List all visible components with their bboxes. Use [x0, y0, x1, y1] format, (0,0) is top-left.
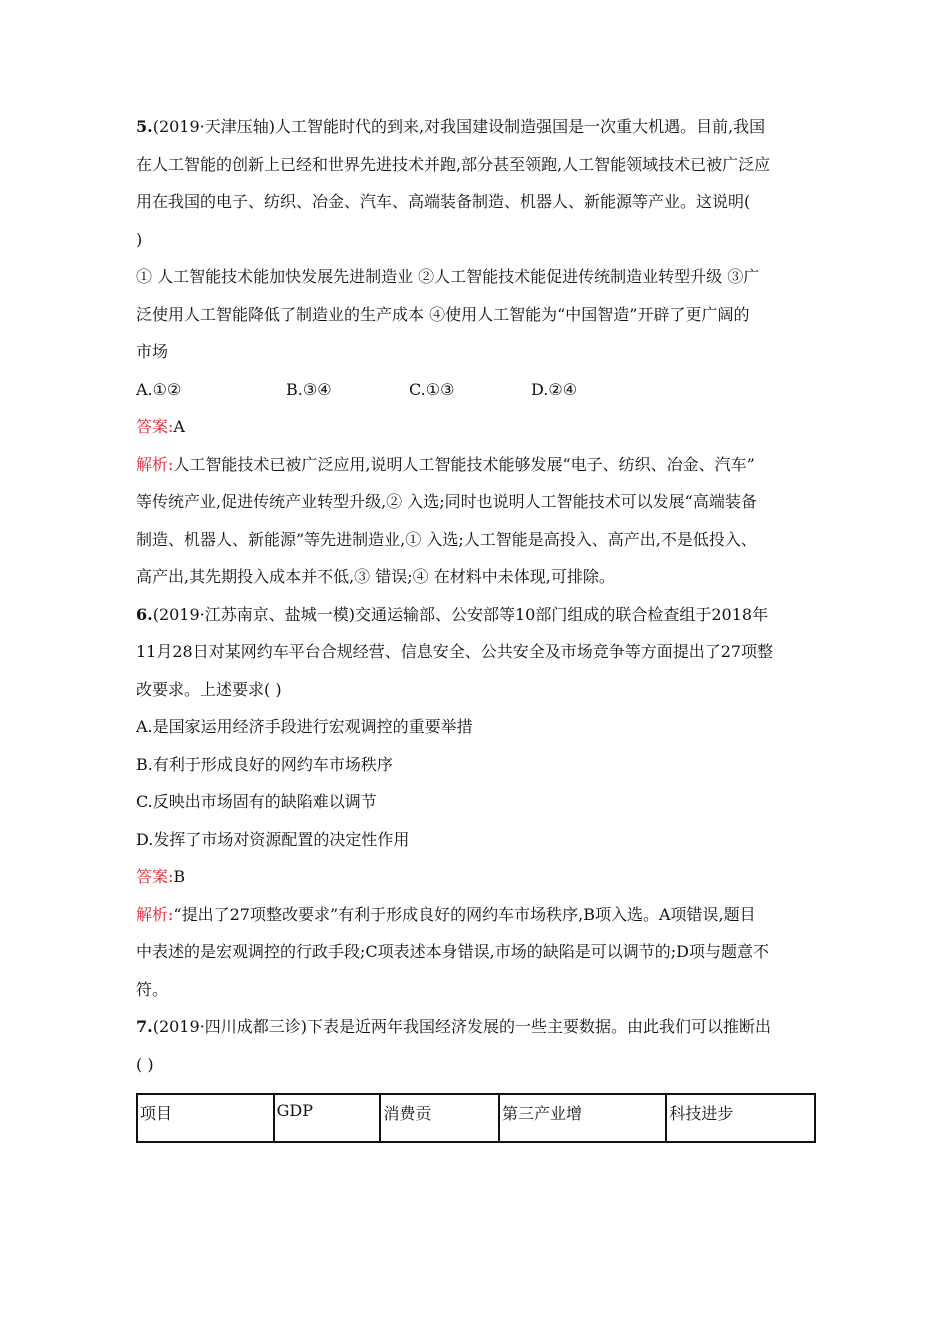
- analysis-label: 解析:: [136, 904, 174, 924]
- question-5-number: 5.: [136, 117, 153, 136]
- question-7-line-2: ( ): [136, 1054, 154, 1074]
- option-a: A.是国家运用经济手段进行宏观调控的重要举措: [136, 717, 473, 736]
- table-header-cell: 项目: [137, 1094, 274, 1142]
- option-d: D.②④: [531, 379, 578, 399]
- question-6-line-3: 改要求。上述要求( ): [136, 679, 282, 699]
- question-5-line-4: ): [136, 229, 143, 249]
- question-6-analysis-line-3: 符。: [136, 979, 169, 999]
- question-5-analysis-line-4: 高产出,其先期投入成本并不低,③ 错误;④ 在材料中未体现,可排除。: [136, 567, 615, 586]
- question-5-line-5: ① 人工智能技术能加快发展先进制造业 ②人工智能技术能促进传统制造业转型升级 ③广: [136, 267, 760, 286]
- answer-value: A: [173, 417, 185, 436]
- question-6-analysis-line-1: 解析:“提出了27项整改要求”有利于形成良好的网约车市场秩序,B项入选。A项错误,题目: [136, 904, 756, 924]
- economic-data-table: [136, 1093, 816, 1143]
- option-c: C.反映出市场固有的缺陷难以调节: [136, 792, 377, 811]
- option-b: B.③④: [286, 379, 332, 399]
- question-6: [136, 596, 816, 1009]
- question-5-analysis-line-3: 制造、机器人、新能源”等先进制造业,① 入选;人工智能是高投入、高产出,不是低投入、: [136, 529, 757, 549]
- answer-label: 答案:: [136, 867, 174, 886]
- table-header-cell: 第三产业增: [499, 1094, 666, 1142]
- option-b: B.有利于形成良好的网约车市场秩序: [136, 754, 393, 774]
- question-5-line-3: 用在我国的电子、纺织、冶金、汽车、高端装备制造、机器人、新能源等产业。这说明(: [136, 192, 751, 211]
- question-5-options: [136, 371, 816, 409]
- question-5: [136, 108, 816, 596]
- question-6-line-1: 6.(2019·江苏南京、盐城一模)交通运输部、公安部等10部门组成的联合检查组于2018年: [136, 604, 769, 624]
- question-6-answer: [136, 858, 816, 896]
- option-d: D.发挥了市场对资源配置的决定性作用: [136, 829, 410, 849]
- question-5-line-2: 在人工智能的创新上已经和世界先进技术并跑,部分甚至领跑,人工智能领域技术已被广泛应: [136, 154, 771, 174]
- question-5-analysis-line-1: 解析:人工智能技术已被广泛应用,说明人工智能技术能够发展“电子、纺织、冶金、汽车”: [136, 454, 755, 474]
- question-6-line-2: 11月28日对某网约车平台合规经营、信息安全、公共安全及市场竞争等方面提出了27项整: [136, 642, 774, 661]
- question-5-line-7: 市场: [136, 342, 169, 361]
- question-5-line-1: 5.(2019·天津压轴)人工智能时代的到来,对我国建设制造强国是一次重大机遇。目前,我国: [136, 117, 766, 136]
- question-5-analysis-line-2: 等传统产业,促进传统产业转型升级,② 入选;同时也说明人工智能技术可以发展“高端装备: [136, 492, 757, 511]
- question-5-line-6: 泛使用人工智能降低了制造业的生产成本 ④使用人工智能为“中国智造”开辟了更广阔的: [136, 304, 750, 324]
- option-a: A.①②: [136, 379, 182, 399]
- table-header-row: [137, 1094, 815, 1142]
- answer-value: B: [173, 867, 186, 886]
- question-7-number: 7.: [136, 1017, 153, 1036]
- table-header-cell: 科技进步: [666, 1094, 815, 1142]
- document-page: [136, 108, 816, 1143]
- question-7-line-1: 7.(2019·四川成都三诊)下表是近两年我国经济发展的一些主要数据。由此我们可以推断出: [136, 1017, 771, 1036]
- analysis-label: 解析:: [136, 454, 174, 474]
- question-5-answer: [136, 408, 816, 446]
- question-6-analysis-line-2: 中表述的是宏观调控的行政手段;C项表述本身错误,市场的缺陷是可以调节的;D项与题意不: [136, 942, 769, 961]
- table-header-cell: 消费贡: [380, 1094, 499, 1142]
- question-7: [136, 1008, 816, 1143]
- answer-label: 答案:: [136, 417, 174, 436]
- option-c: C.①③: [409, 379, 455, 399]
- question-6-number: 6.: [136, 604, 153, 624]
- table-header-cell: GDP: [274, 1094, 381, 1142]
